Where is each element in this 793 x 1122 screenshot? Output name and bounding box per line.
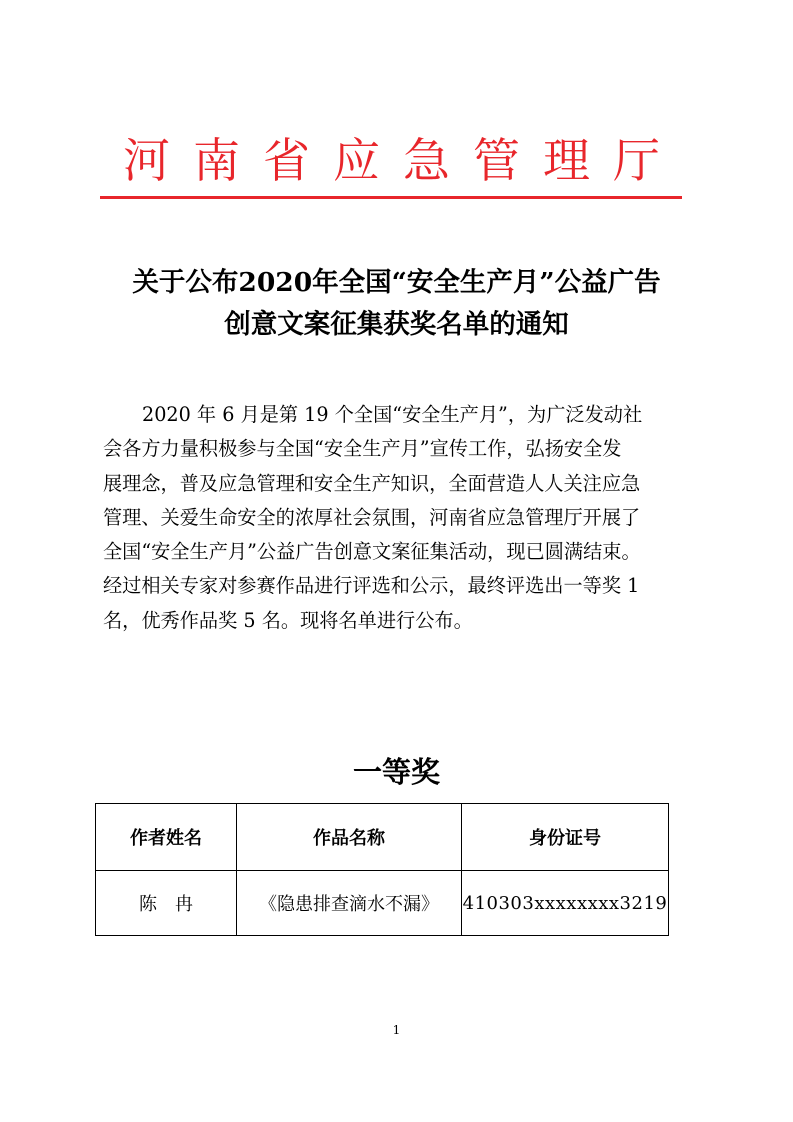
- body-line: 经过相关专家对参赛作品进行评选和公示，最终评选出一等奖 1: [103, 574, 640, 598]
- masthead-red-rule: [100, 196, 682, 199]
- first-prize-table: [95, 803, 669, 936]
- body-line: 展理念，普及应急管理和安全生产知识，全面营造人人关注应急: [103, 471, 641, 495]
- body-line: 2020 年 6 月是第 19 个全国“安全生产月”，为广泛发动社: [142, 403, 643, 426]
- column-header-work: 作品名称: [237, 804, 462, 871]
- column-header-author: 作者姓名: [96, 804, 237, 871]
- body-line: 管理、关爱生命安全的浓厚社会氛围，河南省应急管理厅开展了: [103, 505, 641, 529]
- cell-id-number: 410303xxxxxxxx3219: [462, 871, 669, 936]
- notice-title-line-2: 创意文案征集获奖名单的通知: [224, 309, 569, 340]
- body-line: 会各方力量积极参与全国“安全生产月”宣传工作，弘扬安全发: [103, 437, 622, 461]
- notice-title: [60, 262, 733, 346]
- column-header-id-number: 身份证号: [462, 804, 669, 871]
- masthead-organization-name: 河南省应急管理厅: [123, 134, 683, 189]
- page-number: 1: [392, 1023, 401, 1037]
- notice-title-line-1: 关于公布2020年全国“安全生产月”公益广告: [132, 267, 661, 298]
- table-row: [96, 871, 669, 936]
- body-line: 名，优秀作品奖 5 名。现将名单进行公布。: [103, 608, 473, 632]
- first-prize-heading: 一等奖: [352, 755, 440, 789]
- cell-work-title: 《隐患排查滴水不漏》: [237, 871, 462, 936]
- table-header-row: [96, 804, 669, 871]
- notice-body: [103, 398, 691, 638]
- cell-author-name: 陈冉: [96, 871, 237, 936]
- body-line: 全国“安全生产月”公益广告创意文案征集活动，现已圆满结束。: [103, 540, 641, 564]
